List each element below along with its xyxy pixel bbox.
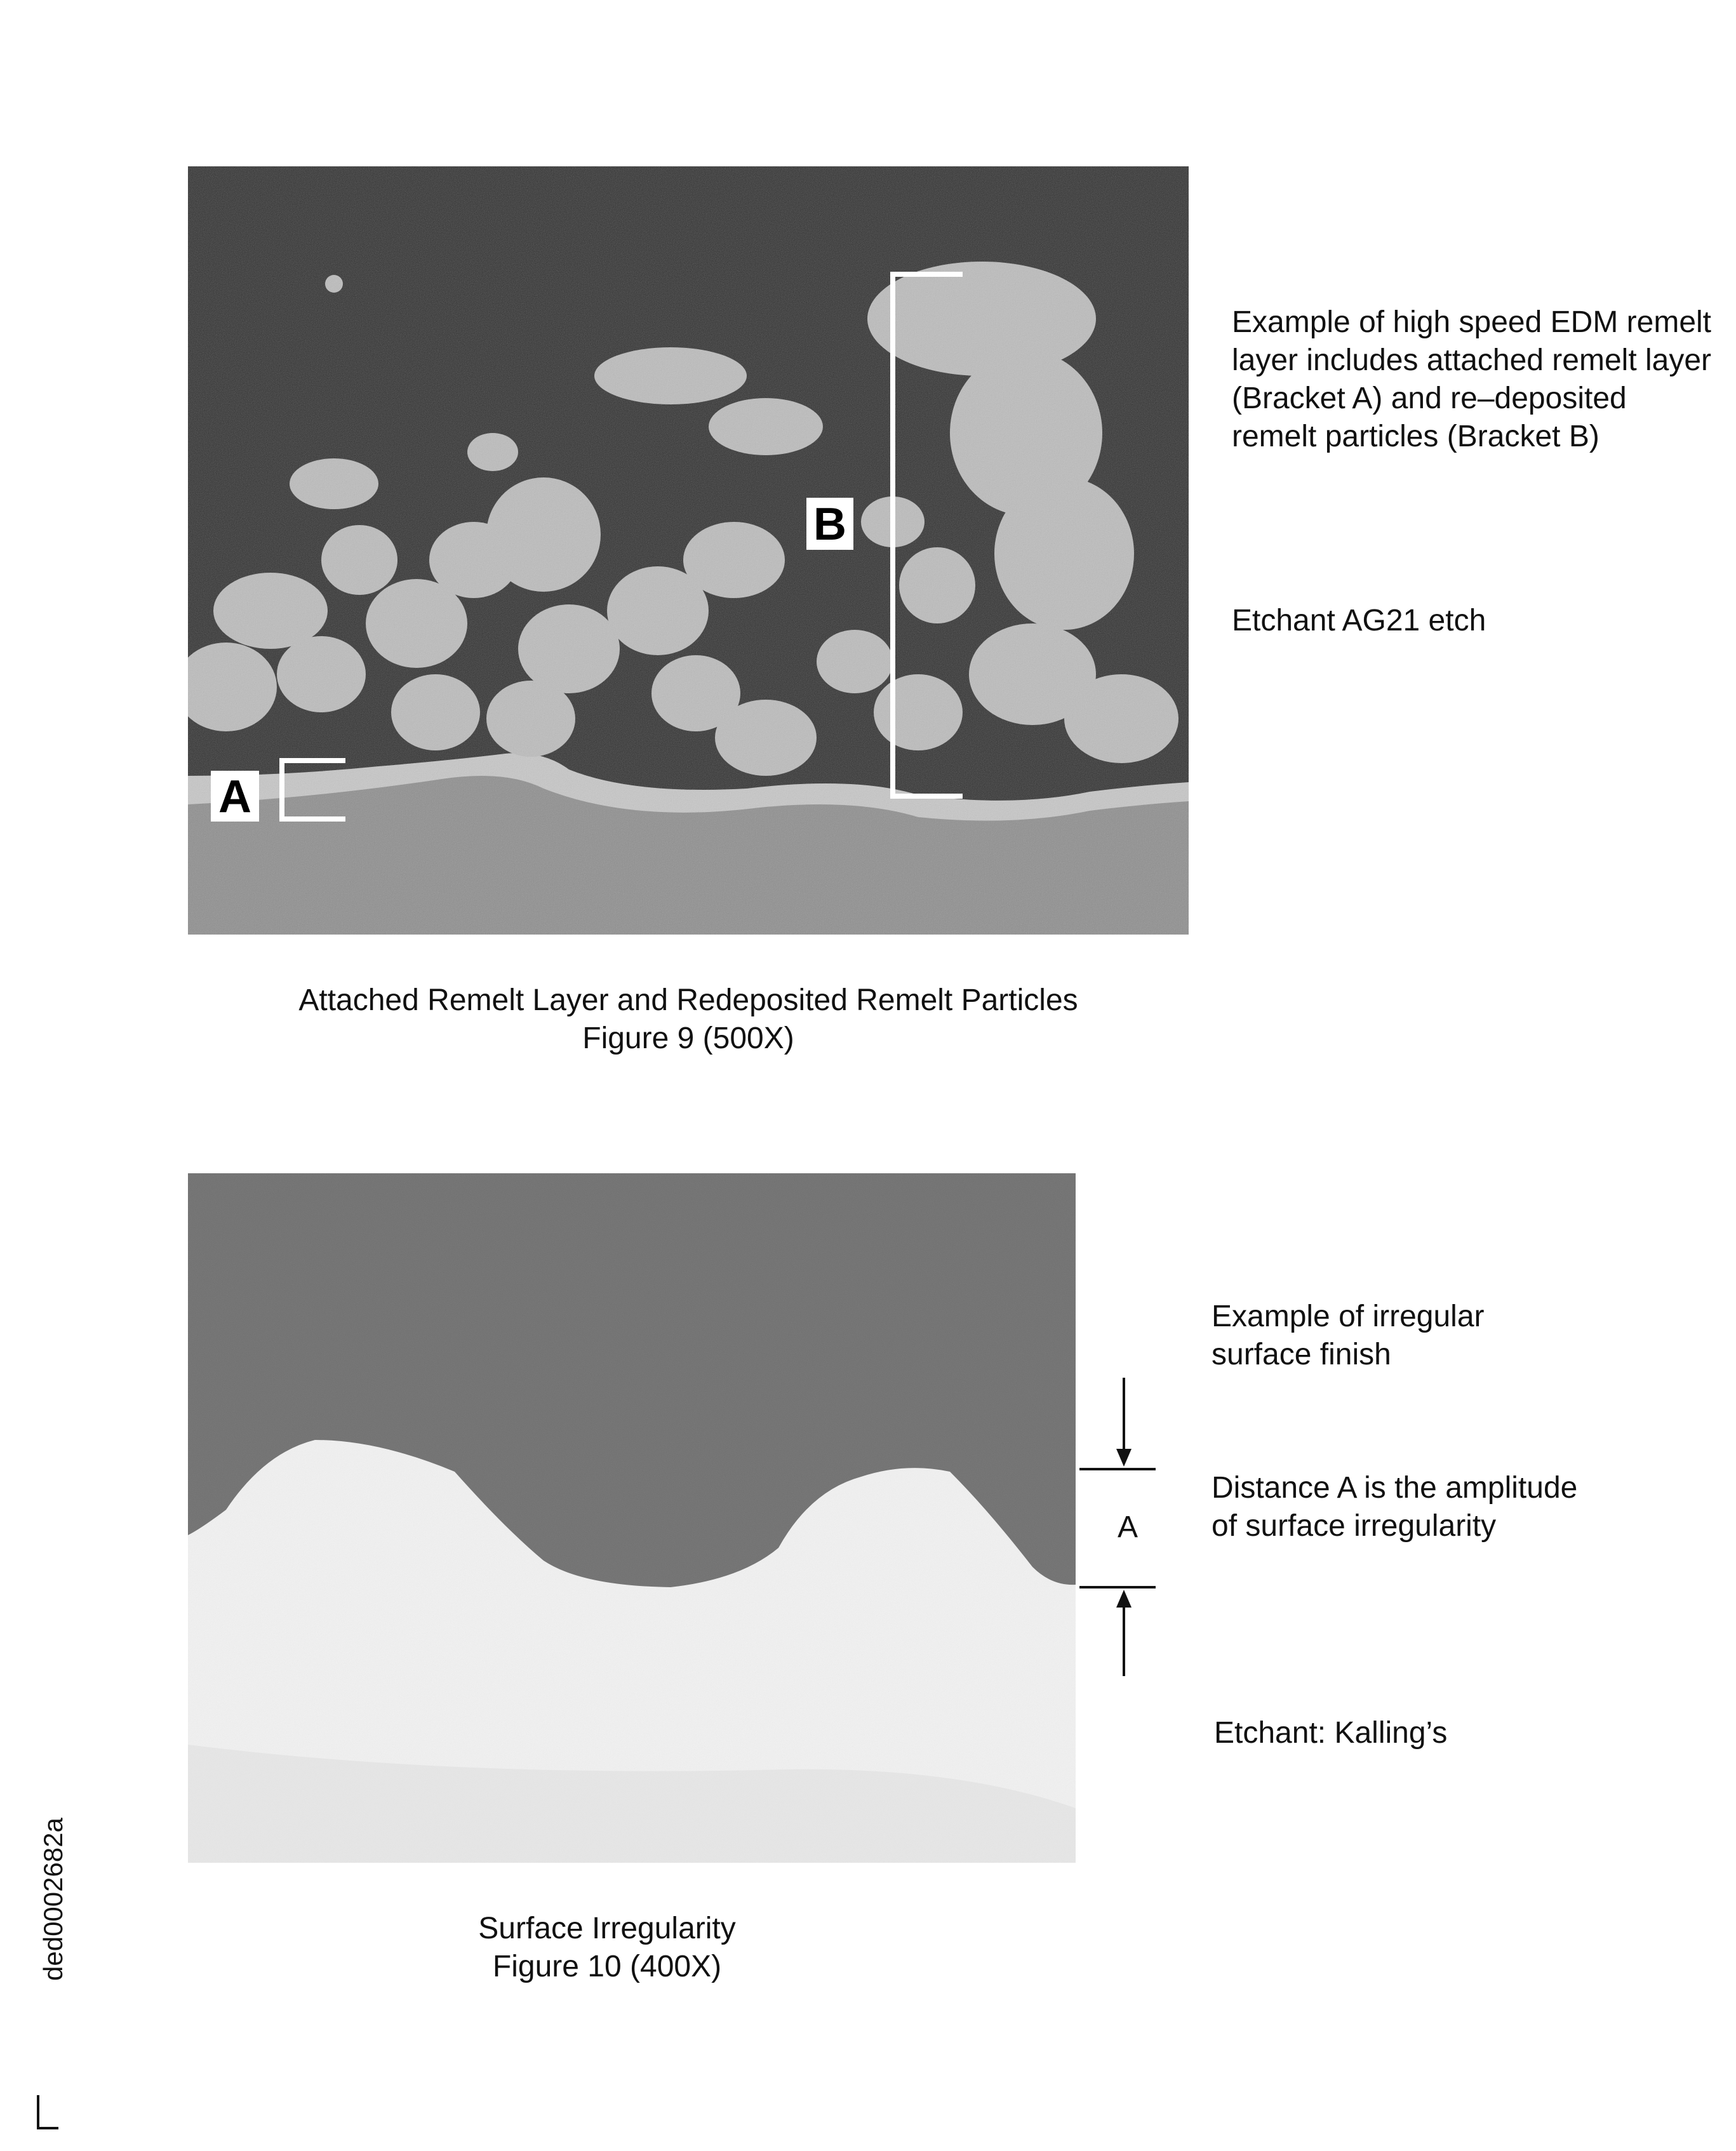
- bracket-a-label: A: [211, 771, 259, 822]
- arrow-down-icon: [1116, 1449, 1132, 1467]
- figure-10-description: Example of irregular surface finish: [1212, 1300, 1485, 1371]
- id-corner-mark-v: [37, 2095, 39, 2129]
- figure-9-caption-number: Figure 9 (500X): [582, 1022, 794, 1055]
- dimension-label: A: [1118, 1510, 1138, 1544]
- figure-9-caption-title: Attached Remelt Layer and Redeposited Remelt Particles: [298, 983, 1078, 1017]
- figure-10-caption-title: Surface Irregularity: [478, 1912, 736, 1945]
- bracket-b-label: B: [806, 498, 853, 550]
- figure-9-caption: [188, 982, 1189, 1058]
- figure-10-caption-number: Figure 10 (400X): [492, 1950, 722, 1983]
- amplitude-dimension-marker: [1079, 1378, 1206, 1676]
- figure-10-distance-text: Distance A is the amplitude of surface irregularity: [1212, 1471, 1578, 1543]
- document-id: ded0002682a: [38, 1818, 68, 1981]
- surface-irregularity-image: [188, 1173, 1076, 1863]
- figure-10-etchant: Etchant: Kalling’s: [1214, 1716, 1448, 1750]
- figure-10-micrograph: [188, 1173, 1076, 1863]
- figure-9-etchant: Etchant AG21 etch: [1232, 604, 1486, 637]
- id-corner-mark-h: [37, 2127, 58, 2129]
- remelt-micrograph-image: [188, 166, 1189, 935]
- figure-10-caption: [188, 1910, 1026, 1986]
- figure-9-micrograph: [188, 166, 1189, 935]
- figure-9-description: Example of high speed EDM remelt layer includes attached remelt layer (Bracket A) and re–deposited remelt particles (Bracket B): [1232, 305, 1712, 453]
